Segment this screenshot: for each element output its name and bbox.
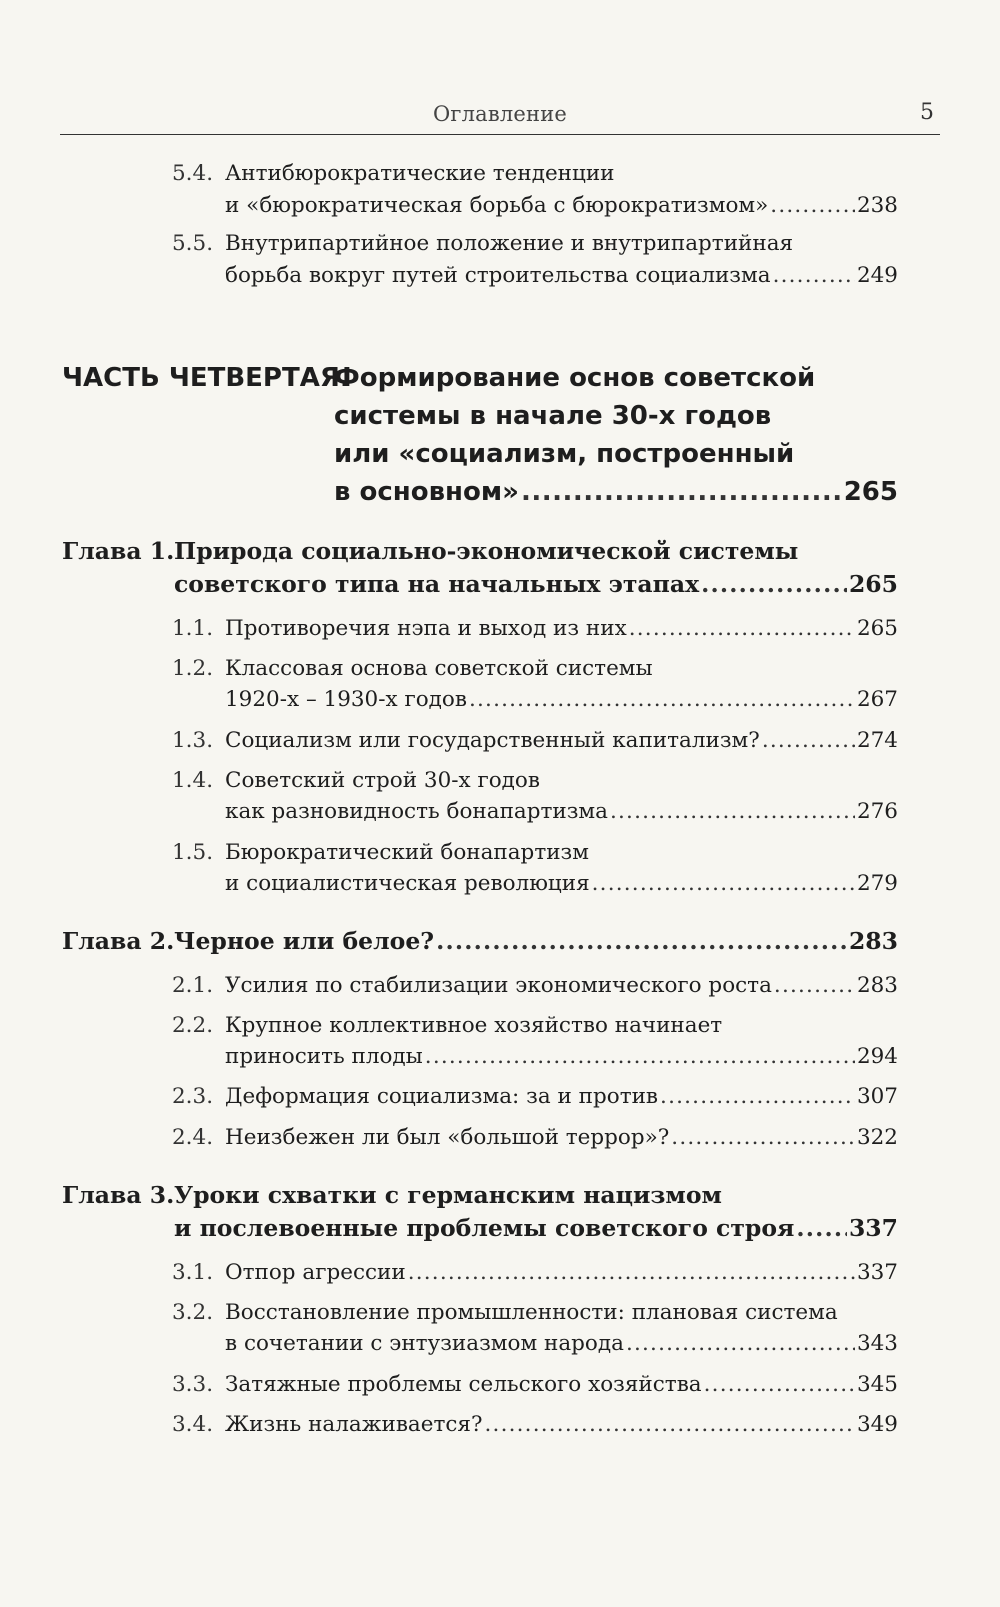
section-title-text: Неизбежен ли был «большой террор»? [225,1125,670,1150]
chapter-title-line2 [174,1211,898,1245]
section-title-line1 [225,1369,898,1401]
section-title-line1: Советский строй 30-х годов [225,768,540,793]
section-number: 1.5. [172,840,214,865]
section-title-line1 [225,1081,898,1113]
section-number: 1.2. [172,656,214,681]
section-title-line1: Внутрипартийное положение и внутрипартийная [225,231,794,256]
leader-dots [629,613,855,645]
leader-dots [485,1409,855,1441]
section-number: 1.4. [172,768,214,793]
section-page: 267 [856,687,898,712]
leader-dots [770,190,855,222]
section-title-line2 [225,260,898,292]
section-title-line1: Классовая основа советской системы [225,656,653,681]
section-title-text: приносить плоды [225,1044,423,1069]
section-title-line2 [225,1041,898,1073]
section-number: 1.1. [172,616,214,641]
section-page: 337 [856,1260,898,1285]
section-page: 349 [856,1412,898,1437]
section-title-text: Деформация социализма: за и против [225,1084,659,1109]
section-page: 249 [856,263,898,288]
chapter-label: Глава 3. [62,1181,175,1209]
section-title-text: Отпор агрессии [225,1260,406,1285]
section-title-text: Затяжные проблемы сельского хозяйства [225,1372,702,1397]
section-number: 5.4. [172,161,214,186]
section-title-text: и социалистическая революция [225,871,590,896]
section-number: 5.5. [172,231,214,256]
section-title-text: в сочетании с энтузиазмом народа [225,1331,624,1356]
section-title-text: 1920-х – 1930-х годов [225,687,467,712]
section-number: 2.4. [172,1125,214,1150]
section-title-text: Жизнь налаживается? [225,1412,483,1437]
chapter-page: 283 [848,927,898,955]
part-title-text: в основном» [334,477,519,507]
section-page: 343 [856,1331,898,1356]
section-page: 265 [856,616,898,641]
chapter-page: 265 [848,570,898,598]
section-page: 274 [856,728,898,753]
leader-dots [773,260,855,292]
section-page: 279 [856,871,898,896]
leader-dots [469,684,855,716]
section-title-line1: Крупное коллективное хозяйство начинает [225,1013,723,1038]
section-title-line2 [225,1328,898,1360]
chapter-label: Глава 1. [62,537,175,565]
section-title-line2 [225,868,898,900]
leader-dots [660,1081,855,1113]
leader-dots [425,1041,855,1073]
part-label: ЧАСТЬ ЧЕТВЕРТАЯ. [62,363,350,393]
part-title-line1: Формирование основ советской [334,363,816,393]
chapter-title-line1: Природа социально-экономической системы [174,537,799,565]
chapter-title-text: советского типа на начальных этапах [174,570,700,598]
section-title-text: и «бюрократическая борьба с бюрократизмом» [225,193,769,218]
part-title-line3: или «социализм, построенный [334,439,795,469]
section-title-line1 [225,613,898,645]
chapter-label: Глава 2. [62,927,175,955]
section-title-line1: Восстановление промышленности: плановая система [225,1300,838,1325]
section-title-line1: Бюрократический бонапартизм [225,840,589,865]
section-title-line1 [225,1409,898,1441]
leader-dots [610,796,855,828]
leader-dots [671,1122,855,1154]
section-page: 276 [856,799,898,824]
section-number: 2.3. [172,1084,214,1109]
chapter-title-text: и послевоенные проблемы советского строя [174,1214,795,1242]
section-title-text: Противоречия нэпа и выход из них [225,616,627,641]
section-title-line2 [225,684,898,716]
leader-dots [436,924,847,958]
part-title-line2: системы в начале 30-х годов [334,401,772,431]
header-title: Оглавление [432,102,568,126]
leader-dots [774,970,855,1002]
section-title-text: борьба вокруг путей строительства социализма [225,263,771,288]
chapter-page: 337 [848,1214,898,1242]
section-title-line1: Антибюрократические тенденции [225,161,615,186]
section-title-text: Социализм или государственный капитализм? [225,728,760,753]
section-number: 1.3. [172,728,214,753]
chapter-title-line2 [174,567,898,601]
chapter-title-line1 [174,924,898,958]
section-page: 322 [856,1125,898,1150]
section-page: 283 [856,973,898,998]
leader-dots [626,1328,855,1360]
section-title-line2 [225,796,898,828]
section-number: 3.2. [172,1300,214,1325]
part-title-line4 [334,472,898,512]
section-title-line1 [225,725,898,757]
leader-dots [796,1211,847,1245]
leader-dots [521,472,842,512]
section-number: 3.1. [172,1260,214,1285]
leader-dots [592,868,855,900]
page-number: 5 [920,100,934,125]
section-number: 3.3. [172,1372,214,1397]
leader-dots [408,1257,855,1289]
leader-dots [701,567,847,601]
chapter-title-text: Черное или белое? [174,927,435,955]
section-title-line1 [225,970,898,1002]
section-page: 307 [856,1084,898,1109]
section-title-line1 [225,1122,898,1154]
section-title-text: как разновидность бонапартизма [225,799,608,824]
part-page: 265 [843,477,898,507]
section-title-text: Усилия по стабилизации экономического роста [225,973,772,998]
section-title-line1 [225,1257,898,1289]
section-page: 345 [856,1372,898,1397]
section-title-line2 [225,190,898,222]
section-page: 238 [856,193,898,218]
leader-dots [762,725,855,757]
section-number: 2.2. [172,1013,214,1038]
section-page: 294 [856,1044,898,1069]
running-header [60,100,940,135]
section-number: 3.4. [172,1412,214,1437]
chapter-title-line1: Уроки схватки с германским нацизмом [174,1181,722,1209]
leader-dots [704,1369,855,1401]
section-number: 2.1. [172,973,214,998]
